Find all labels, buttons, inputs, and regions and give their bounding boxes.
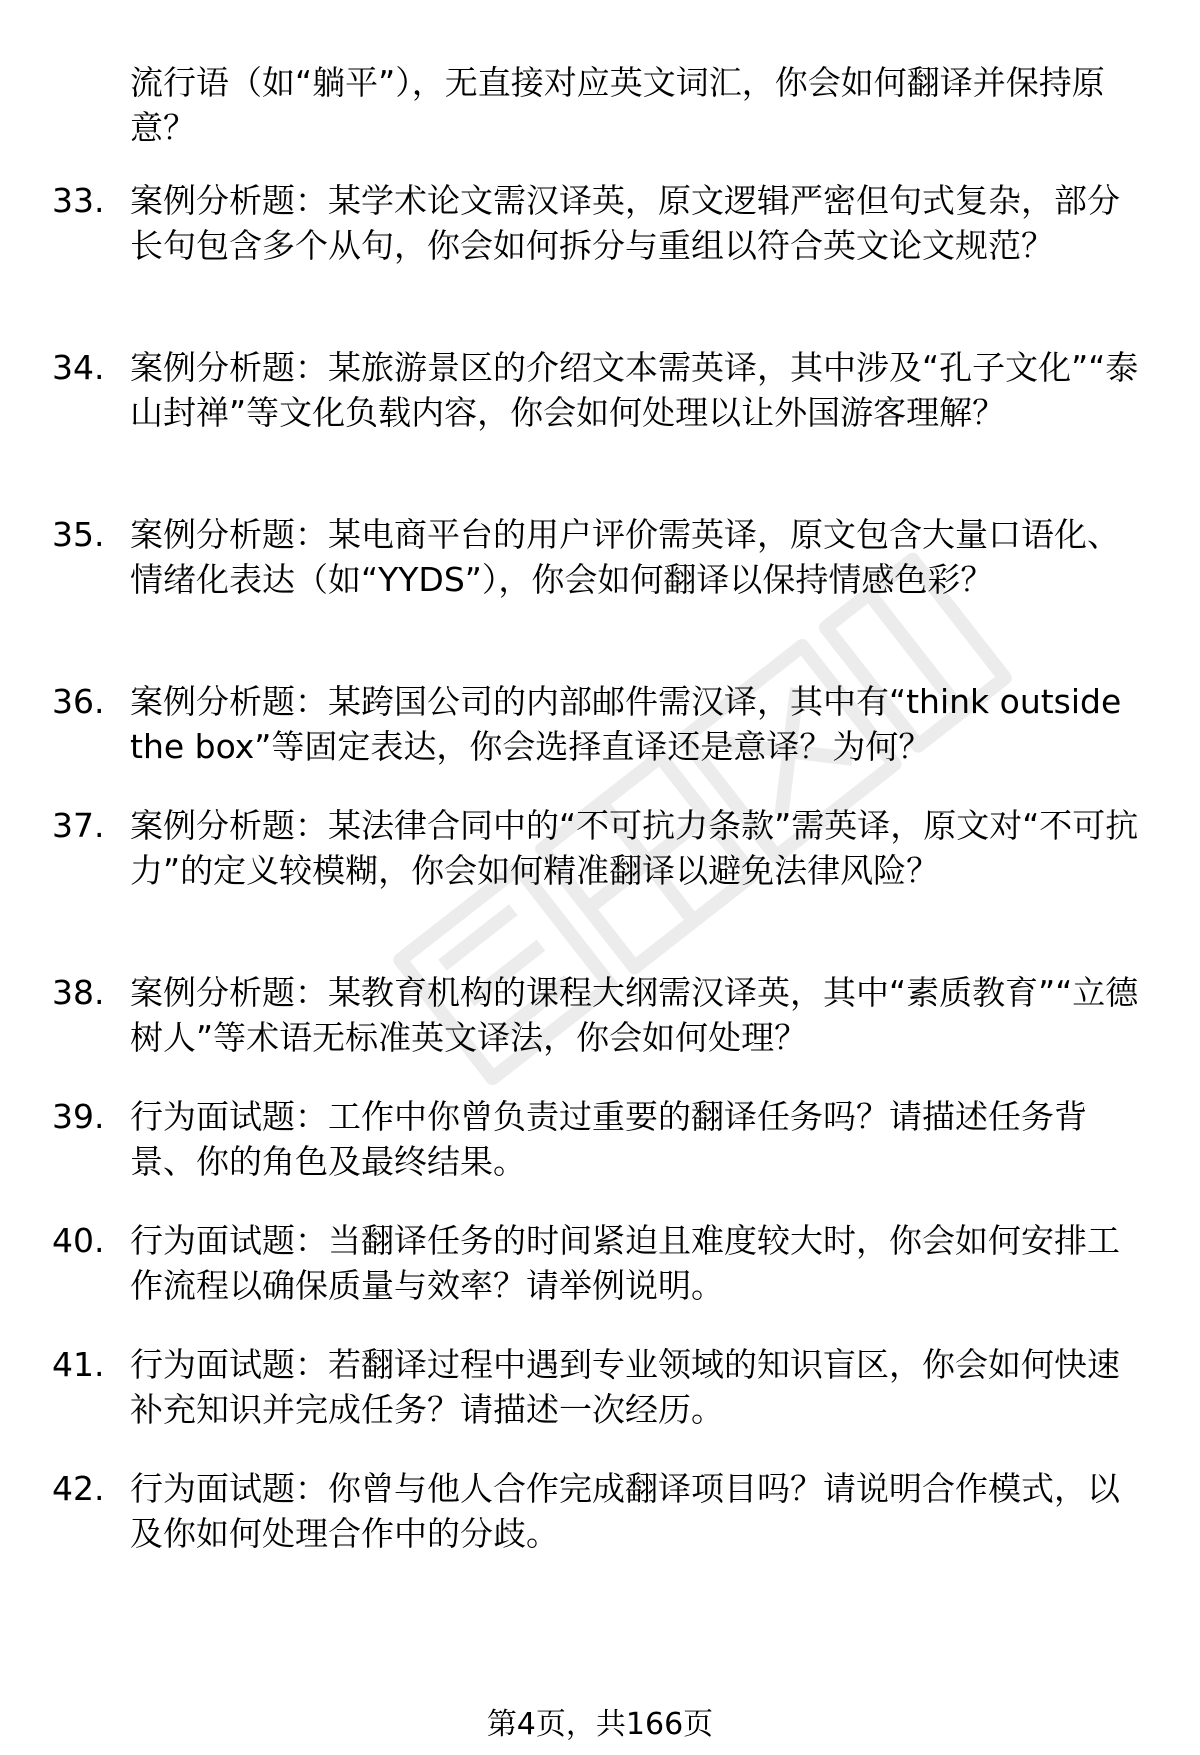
question-item	[0, 679, 1200, 803]
question-number: 39.	[52, 1097, 105, 1136]
question-number: 42.	[52, 1469, 105, 1508]
question-text: 案例分析题：某旅游景区的介绍文本需英译，其中涉及“孔子文化”“泰山封禅”等文化负载内容，你会如何处理以让外国游客理解？	[130, 348, 1139, 432]
page-footer: 第4页，共166页	[486, 1707, 714, 1742]
question-text: 案例分析题：某学术论文需汉译英，原文逻辑严密但句式复杂，部分长句包含多个从句，你会如何拆分与重组以符合英文论文规范？	[130, 181, 1120, 265]
question-number: 38.	[52, 973, 105, 1012]
question-item	[0, 1342, 1200, 1466]
question-text: 案例分析题：某跨国公司的内部邮件需汉译，其中有“think outside the box”等固定表达，你会选择直译还是意译？为何？	[130, 682, 1122, 766]
question-text: 行为面试题：工作中你曾负责过重要的翻译任务吗？请描述任务背景、你的角色及最终结果。	[130, 1097, 1087, 1181]
intro-text: 流行语（如“躺平”），无直接对应英文词汇，你会如何翻译并保持原意？	[130, 63, 1105, 147]
question-text: 行为面试题：若翻译过程中遇到专业领域的知识盲区，你会如何快速补充知识并完成任务？请描述一次经历。	[130, 1345, 1120, 1429]
question-number: 37.	[52, 806, 105, 845]
question-item	[0, 345, 1200, 512]
question-item	[0, 1466, 1200, 1590]
question-number: 41.	[52, 1345, 105, 1384]
question-text: 案例分析题：某电商平台的用户评价需英译，原文包含大量口语化、情绪化表达（如“YYDS”），你会如何翻译以保持情感色彩？	[130, 515, 1120, 599]
question-item	[0, 1094, 1200, 1218]
question-list	[0, 178, 1200, 1590]
question-item	[0, 803, 1200, 970]
question-item	[0, 178, 1200, 345]
question-number: 40.	[52, 1221, 105, 1260]
question-item	[0, 1218, 1200, 1342]
question-text: 案例分析题：某法律合同中的“不可抗力条款”需英译，原文对“不可抗力”的定义较模糊，你会如何精准翻译以避免法律风险？	[130, 806, 1139, 890]
question-item	[0, 512, 1200, 679]
question-number: 33.	[52, 181, 105, 220]
question-text: 案例分析题：某教育机构的课程大纲需汉译英，其中“素质教育”“立德树人”等术语无标准英文译法，你会如何处理？	[130, 973, 1139, 1057]
question-number: 34.	[52, 348, 105, 387]
question-text: 行为面试题：当翻译任务的时间紧迫且难度较大时，你会如何安排工作流程以确保质量与效率？请举例说明。	[130, 1221, 1120, 1305]
question-item	[0, 970, 1200, 1094]
question-number: 36.	[52, 682, 105, 721]
question-number: 35.	[52, 515, 105, 554]
question-text: 行为面试题：你曾与他人合作完成翻译项目吗？请说明合作模式，以及你如何处理合作中的分歧。	[130, 1469, 1120, 1553]
